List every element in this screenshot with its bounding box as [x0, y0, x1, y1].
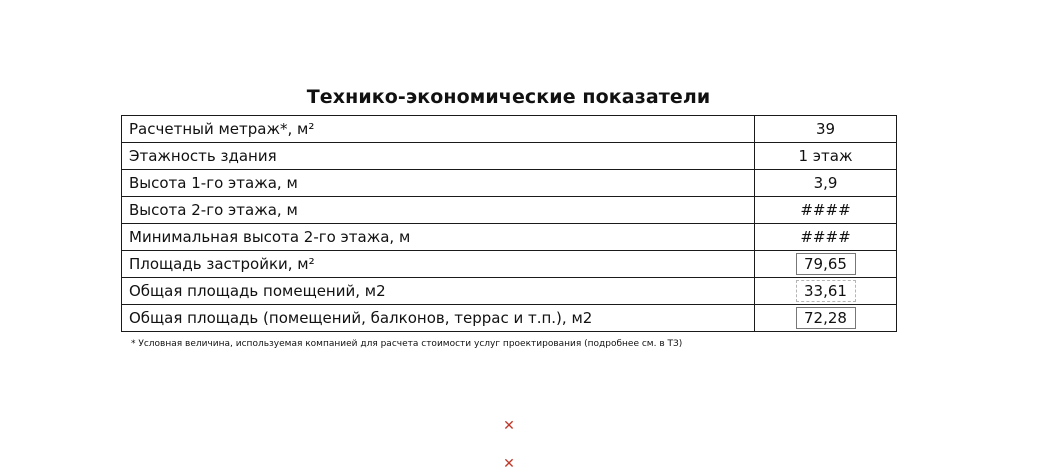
row-value-cell: [755, 278, 897, 305]
row-value-cell: [755, 251, 897, 278]
row-value: 1 этаж: [755, 143, 897, 170]
row-value-cell: [755, 305, 897, 332]
table-row: [122, 278, 897, 305]
row-label: Общая площадь (помещений, балконов, террас и т.п.), м2: [122, 305, 755, 332]
row-label: Этажность здания: [122, 143, 755, 170]
row-label: Расчетный метраж*, м²: [122, 116, 755, 143]
table-row: [122, 251, 897, 278]
row-value: 39: [755, 116, 897, 143]
table-row: [122, 170, 897, 197]
row-value-field[interactable]: 79,65: [796, 253, 856, 275]
table-row: [122, 116, 897, 143]
row-value: ####: [755, 224, 897, 251]
broken-image-icon: ✕: [503, 418, 515, 434]
row-value: ####: [755, 197, 897, 224]
row-label: Высота 2-го этажа, м: [122, 197, 755, 224]
table-row: [122, 143, 897, 170]
footnote: * Условная величина, используемая компанией для расчета стоимости услуг проектирования (подробнее см. в ТЗ): [131, 339, 683, 349]
table-row: [122, 197, 897, 224]
row-label: Площадь застройки, м²: [122, 251, 755, 278]
row-value: 3,9: [755, 170, 897, 197]
table-title: Технико-экономические показатели: [306, 86, 711, 108]
row-label: Минимальная высота 2-го этажа, м: [122, 224, 755, 251]
row-value-field[interactable]: 33,61: [796, 280, 856, 302]
table-row: [122, 305, 897, 332]
indicators-table: [121, 115, 897, 332]
table-row: [122, 224, 897, 251]
row-label: Общая площадь помещений, м2: [122, 278, 755, 305]
row-label: Высота 1-го этажа, м: [122, 170, 755, 197]
broken-image-icon: ✕: [503, 456, 515, 472]
row-value-field[interactable]: 72,28: [796, 307, 856, 329]
